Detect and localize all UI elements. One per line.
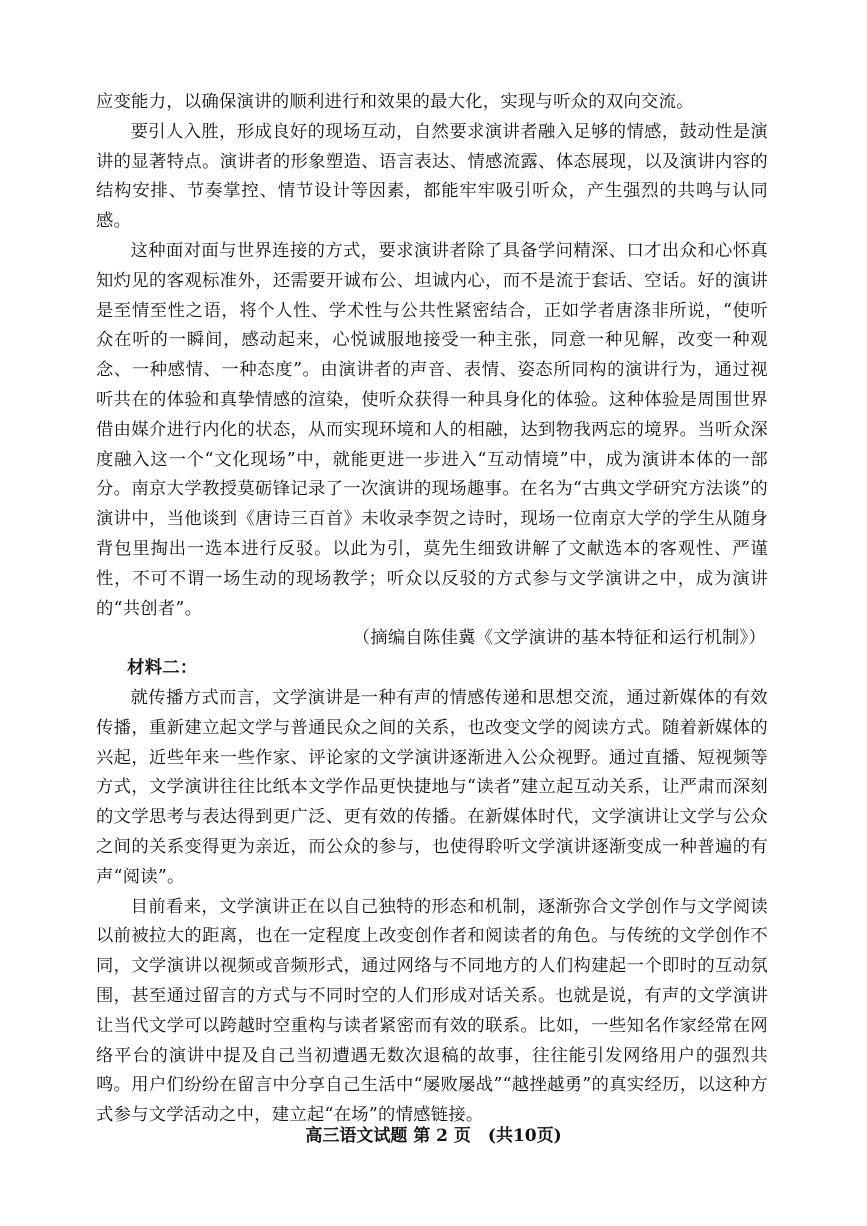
page-content	[96, 88, 768, 1131]
paragraph-continuation: 应变能力，以确保演讲的顺利进行和效果的最大化，实现与听众的双向交流。	[96, 92, 694, 112]
paragraph-current-view: 目前看来，文学演讲正在以自己独特的形态和机制，逐渐弥合文学创作与文学阅读以前被拉大的距离，也在一定程度上改变创作者和阅读者的角色。与传统的文学创作不同，文学演讲以视频或音频形式，通过网络与不同地方的人们构建起一个即时的互动氛围，甚至通过留言的方式与不同时空的人们形成对话关系。也就是说，有声的文学演讲让当代文学可以跨越时空重构与读者紧密而有效的联系。比如，一些知名作家经常在网络平台的演讲中提及自己当初遭遇无数次退稿的故事，往往能引发网络用户的强烈共鸣。用户们纷纷在留言中分享自己生活中“屡败屡战”“越挫越勇”的真实经历，以这种方式参与文学活动之中，建立起“在场”的情感链接。	[96, 896, 768, 1126]
material-two-label: 材料二：	[127, 658, 198, 679]
paragraph-engagement: 要引人入胜，形成良好的现场互动，自然要求演讲者融入足够的情感，鼓动性是演讲的显著特点。演讲者的形象塑造、语言表达、情感流露、体态展现，以及演讲内容的结构安排、节奏掌控、情节设计等因素，都能牢牢吸引听众，产生强烈的共鸣与认同感。	[96, 121, 768, 232]
source-citation: （摘编自陈佳冀《文学演讲的基本特征和运行机制》）	[352, 628, 766, 649]
paragraph-transmission: 就传播方式而言，文学演讲是一种有声的情感传递和思想交流，通过新媒体的有效传播，重新建立起文学与普通民众之间的关系，也改变文学的阅读方式。随着新媒体的兴起，近些年来一些作家、评论家的文学演讲逐渐进入公众视野。通过直播、短视频等方式，文学演讲往往比纸本文学作品更快捷地与“读者”建立起互动关系，让严肃而深刻的文学思考与表达得到更广泛、更有效的传播。在新媒体时代，文学演讲让文学与公众之间的关系变得更为亲近，而公众的参与，也使得聆听文学演讲逐渐变成一种普遍的有声“阅读”。	[96, 687, 768, 887]
page-footer: 高三语文试题 第 2 页 (共10页)	[305, 1126, 562, 1146]
paragraph-face-to-face: 这种面对面与世界连接的方式，要求演讲者除了具备学问精深、口才出众和心怀真知灼见的客观标准外，还需要开诚布公、坦诚内心，而不是流于套话、空话。好的演讲是至情至性之语，将个人性、学术性与公共性紧密结合，正如学者唐涤非所说，“使听众在听的一瞬间，感动起来，心悦诚服地接受一种主张，同意一种见解，改变一种观念、一种感情、一种态度”。由演讲者的声音、表情、姿态所同构的演讲行为，通过视听共在的体验和真挚情感的渲染，使听众获得一种具身化的体验。这种体验是周围世界借由媒介进行内化的状态，从而实现环境和人的相融，达到物我两忘的境界。当听众深度融入这一个“文化现场”中，就能更进一步进入“互动情境”中，成为演讲本体的一部分。南京大学教授莫砺锋记录了一次演讲的现场趣事。在名为“古典文学研究方法谈”的演讲中，当他谈到《唐诗三百首》未收录李贺之诗时，现场一位南京大学的学生从随身背包里掏出一选本进行反驳。以此为引，莫先生细致讲解了文献选本的客观性、严谨性，不可不谓一场生动的现场教学；听众以反驳的方式参与文学演讲之中，成为演讲的“共创者”。	[96, 240, 768, 619]
